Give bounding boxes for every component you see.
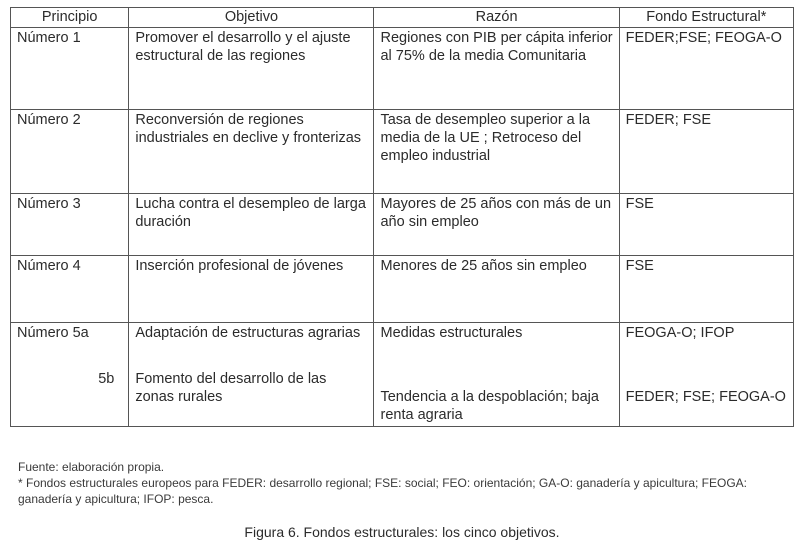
structural-funds-table	[10, 7, 794, 427]
cell-razon	[374, 323, 619, 427]
cell-objetivo	[129, 323, 374, 427]
cell-razon: Regiones con PIB per cápita inferior al 75% de la media Comunitaria	[374, 28, 619, 110]
cell-objetivo: Promover el desarrollo y el ajuste estructural de las regiones	[129, 28, 374, 110]
cell-objetivo: Reconversión de regiones industriales en declive y fronterizas	[129, 110, 374, 194]
table-row	[11, 194, 794, 256]
footnote: * Fondos estructurales europeos para FEDER: desarrollo regional; FSE: social; FEO: orientación; GA-O: ganadería y apicultura; FEOGA: ganadería y apicultura; IFOP: pesca.	[18, 476, 747, 506]
principio-5b: 5b	[98, 371, 115, 387]
razon-5b: Tendencia a la despoblación; baja renta agraria	[380, 389, 599, 423]
table-row	[11, 323, 794, 427]
cell-objetivo: Lucha contra el desempleo de larga duración	[129, 194, 374, 256]
cell-fondo: FEDER;FSE; FEOGA-O	[619, 28, 793, 110]
source-note: Fuente: elaboración propia.	[18, 460, 165, 474]
cell-fondo: FSE	[619, 256, 793, 323]
table-header-row	[11, 8, 794, 28]
cell-objetivo: Inserción profesional de jóvenes	[129, 256, 374, 323]
table-row	[11, 110, 794, 194]
cell-fondo: FEDER; FSE	[619, 110, 793, 194]
fondo-5a: FEOGA-O; IFOP	[625, 325, 735, 341]
header-razon: Razón	[374, 8, 619, 28]
principio-5a: Número 5a	[17, 325, 89, 341]
cell-razon: Tasa de desempleo superior a la media de la UE ; Retroceso del empleo industrial	[374, 110, 619, 194]
cell-principio: Número 3	[11, 194, 129, 256]
razon-5a: Medidas estructurales	[380, 325, 523, 341]
cell-razon: Menores de 25 años sin empleo	[374, 256, 619, 323]
header-principio: Principio	[11, 8, 129, 28]
cell-principio: Número 4	[11, 256, 129, 323]
cell-fondo: FSE	[619, 194, 793, 256]
table-notes	[18, 459, 788, 507]
header-fondo: Fondo Estructural*	[619, 8, 793, 28]
table-row	[11, 256, 794, 323]
table-row	[11, 28, 794, 110]
objetivo-5a: Adaptación de estructuras agrarias	[135, 325, 361, 341]
cell-razon: Mayores de 25 años con más de un año sin empleo	[374, 194, 619, 256]
objetivo-5b: Fomento del desarrollo de las zonas rurales	[135, 371, 327, 405]
fondo-5b: FEDER; FSE; FEOGA-O	[625, 389, 786, 405]
figure-caption: Figura 6. Fondos estructurales: los cinco objetivos.	[244, 524, 560, 540]
cell-fondo	[619, 323, 793, 427]
header-objetivo: Objetivo	[129, 8, 374, 28]
cell-principio	[11, 323, 129, 427]
cell-principio: Número 1	[11, 28, 129, 110]
cell-principio: Número 2	[11, 110, 129, 194]
